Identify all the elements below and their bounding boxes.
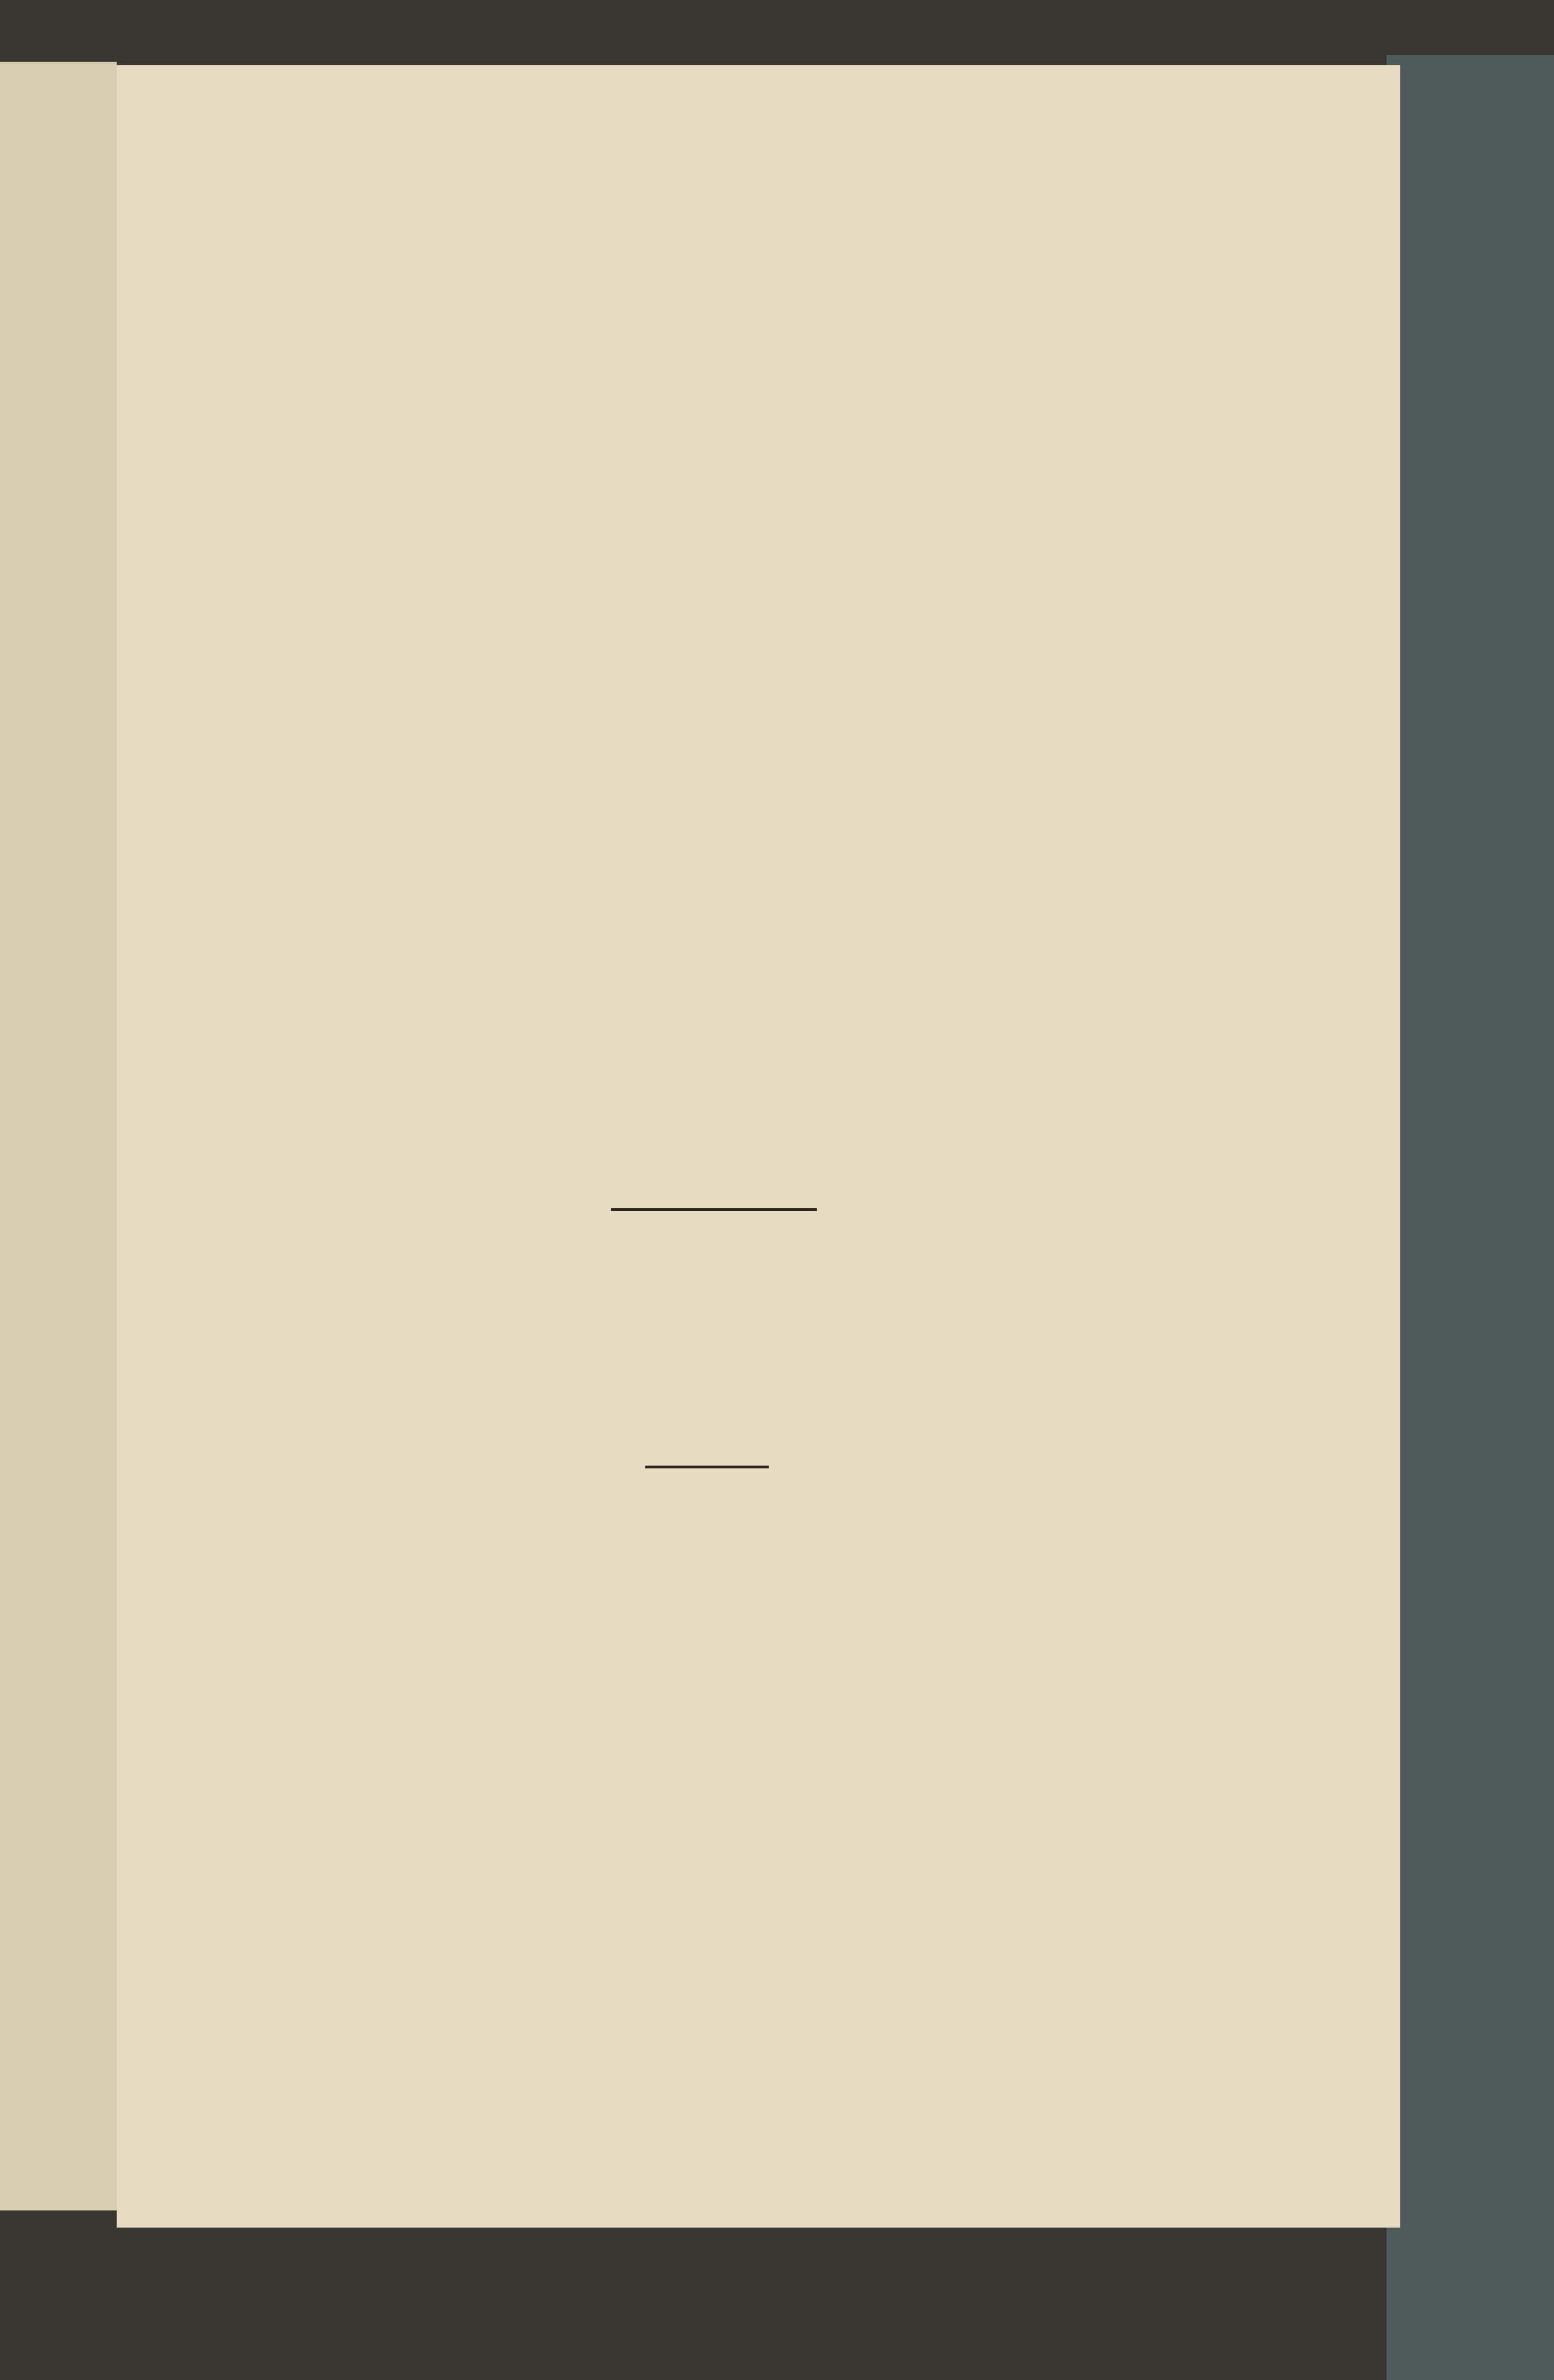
book-cover-edge [1387, 55, 1554, 2380]
book-page [117, 65, 1400, 2228]
rule-bottom [645, 1466, 769, 1468]
left-facing-page [0, 62, 117, 2210]
rule-top [611, 1208, 817, 1211]
